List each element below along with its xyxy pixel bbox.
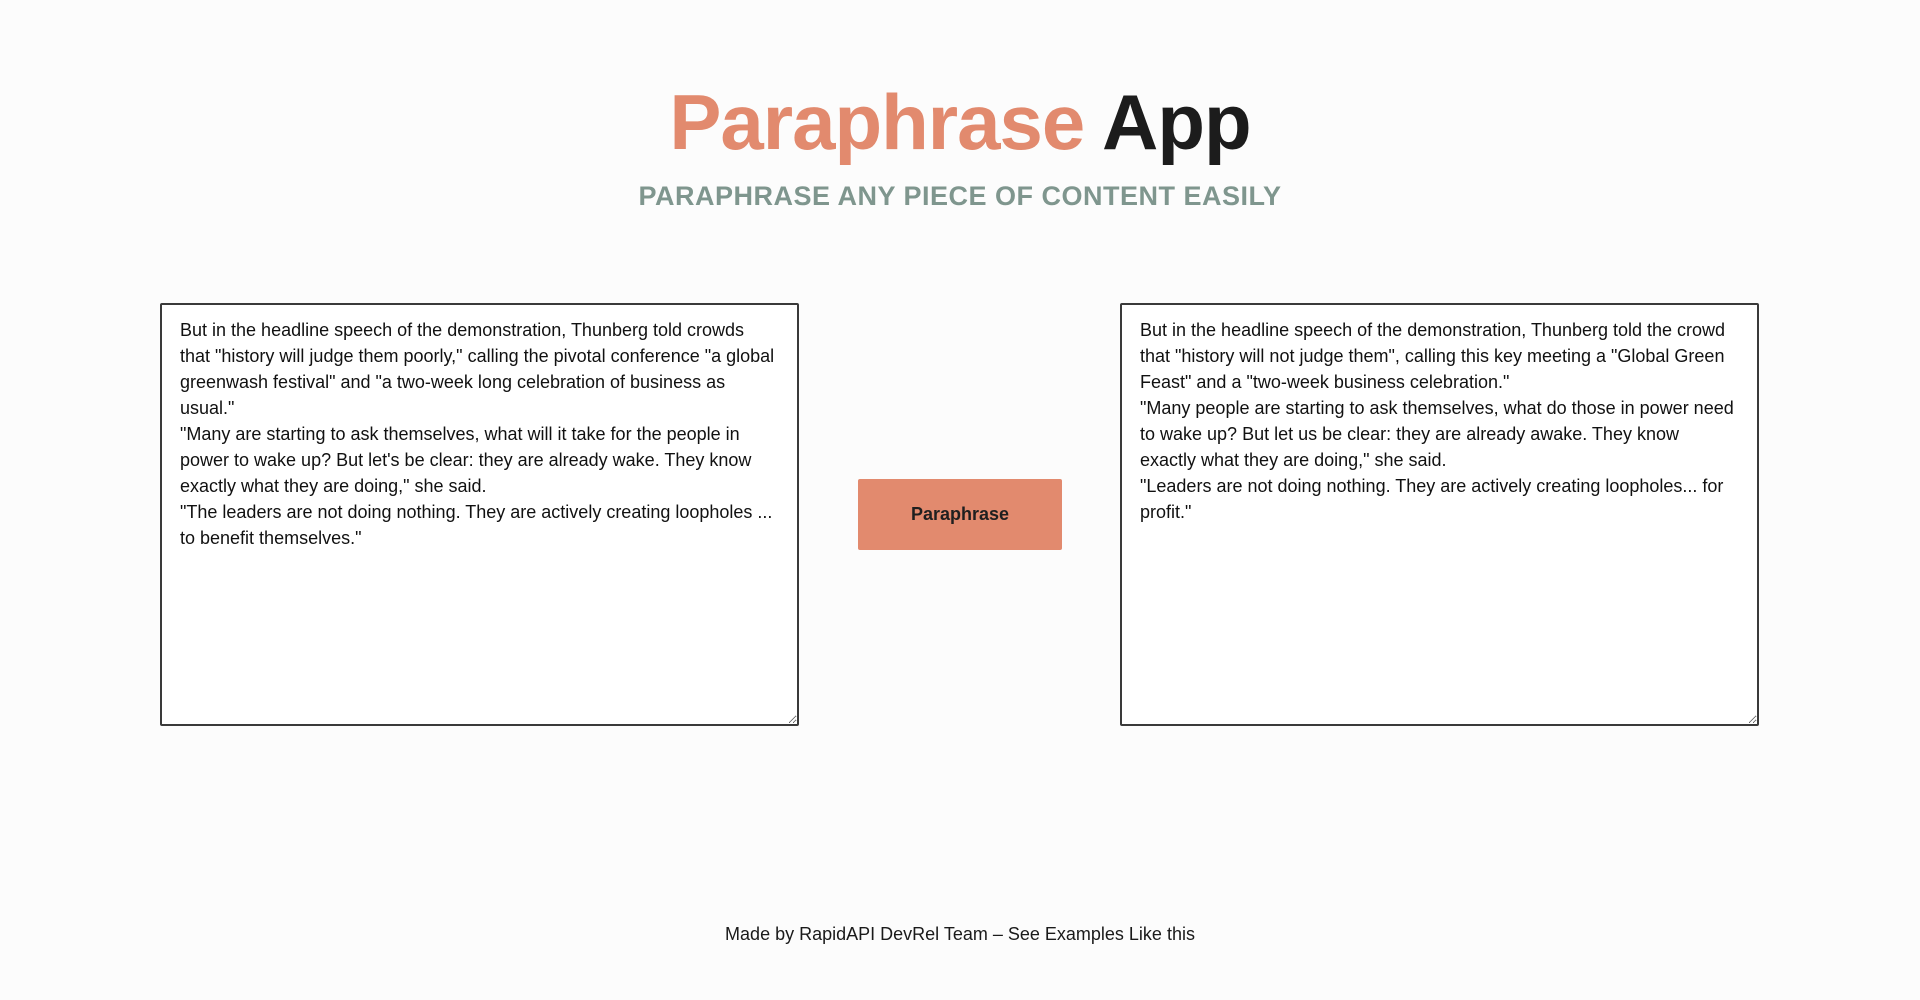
input-textarea[interactable] [160, 303, 799, 726]
page-subtitle: PARAPHRASE ANY PIECE OF CONTENT EASILY [638, 181, 1282, 211]
footer-examples-link[interactable]: See Examples Like this [1007, 924, 1195, 944]
paraphrase-button[interactable]: Paraphrase [858, 479, 1062, 550]
output-textarea[interactable] [1120, 303, 1759, 726]
footer-credit: Made by RapidAPI DevRel Team [725, 924, 988, 944]
title-accent: Paraphrase [669, 78, 1085, 166]
footer-separator: – [987, 924, 1008, 944]
page-title [0, 78, 1920, 166]
footer [0, 924, 1920, 945]
title-rest: App [1102, 78, 1251, 166]
